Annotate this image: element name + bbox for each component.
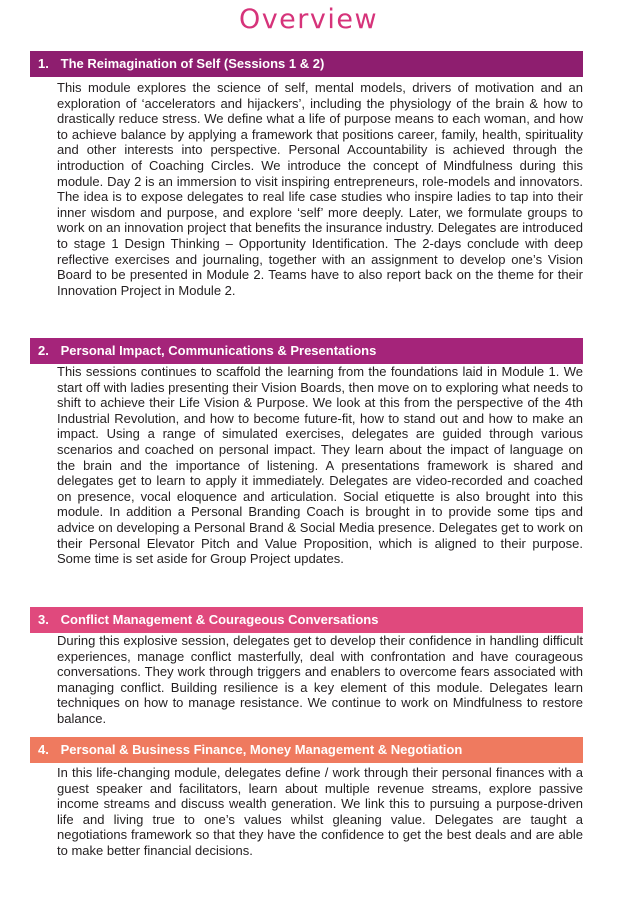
section-4-header [30,737,583,763]
section-2-body: This sessions continues to scaffold the learning from the foundations laid in Module 1. We start off with ladies presenting their Vision Boards, then move on to exploring what needs to shift to achieve their Life Vision & Purpose. We look at this from the perspective of the 4th Industrial Revolution, and how to become future-fit, how to stand out and how to make an impact. Using a range of simulated exercises, delegates are guided through various scenarios and coached on personal impact. They learn about the impact of language on the brain and the importance of listening. A presentations framework is shared and delegates get to learn to apply it immediately. Delegates are video-recorded and coached on presence, vocal eloquence and articulation. Social etiquette is also brought into this module. In addition a Personal Branding Coach is brought in to provide some tips and advice on developing a Personal Brand & Social Media presence. Delegates get to work on their Personal Elevator Pitch and Value Proposition, which is aligned to their purpose. Some time is set aside for Group Project updates. [57,364,583,567]
section-1-number: 1. [38,56,49,71]
section-1-header [30,51,583,77]
section-2-header [30,338,583,364]
section-4-heading: Personal & Business Finance, Money Management & Negotiation [60,742,463,757]
page-title: Overview [235,4,382,36]
section-4-number: 4. [38,742,49,757]
section-3-number: 3. [38,612,49,627]
section-2-heading: Personal Impact, Communications & Presentations [60,343,377,358]
section-3-header [30,607,583,633]
title-wrapper [0,4,617,36]
section-2-number: 2. [38,343,49,358]
section-4-body: In this life-changing module, delegates define / work through their personal finances with a guest speaker and facilitators, learn about multiple revenue streams, explore passive income streams and discuss wealth generation. We link this to pursuing a purpose-driven life and living true to one’s values whilst gleaning value. Delegates are taught a negotiations framework so that they have the confidence to get the best deals and are able to make better financial decisions. [57,765,583,858]
section-1-heading: The Reimagination of Self (Sessions 1 & 2) [60,56,325,71]
section-3-heading: Conflict Management & Courageous Conversations [60,612,379,627]
section-1-body: This module explores the science of self, mental models, drivers of motivation and an exploration of ‘accelerators and hijackers’, including the physiology of the brain & how to drastically reduce stress. We define what a life of purpose means to each woman, and how to achieve balance by applying a framework that positions career, family, health, spirituality and other interests into perspective. Personal Accountability is achieved through the introduction of Coaching Circles. We introduce the concept of Mindfulness during this module. Day 2 is an immersion to visit inspiring entrepreneurs, role-models and innovators. The idea is to expose delegates to real life case studies who inspire ladies to tap into their inner wisdom and purpose, and explore ‘self’ more deeply. Later, we formulate groups to work on an innovation project that benefits the insurance industry. Delegates are introduced to stage 1 Design Thinking – Opportunity Identification. The 2-days conclude with deep reflective exercises and journaling, together with an assignment to develop one’s Vision Board to be presented in Module 2. Teams have to also report back on the theme for their Innovation Project in Module 2. [57,80,583,298]
section-3-body: During this explosive session, delegates get to develop their confidence in handling difficult experiences, manage conflict masterfully, deal with confrontation and have courageous conversations. They work through triggers and enablers to overcome fears associated with managing conflict. Building resilience is a key element of this module. Delegates learn techniques on how to manage resistance. We continue to work on Mindfulness to restore balance. [57,633,583,726]
